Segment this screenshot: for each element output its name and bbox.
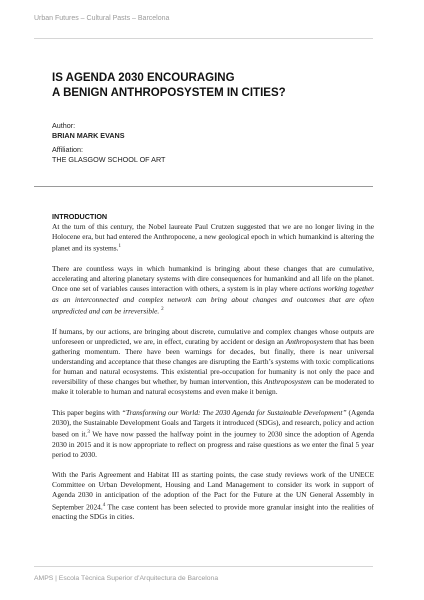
paragraph-5: With the Paris Agreement and Habitat III as starting points, the case study reviews work of the UNECE Committee on Urban Development, Housing and Land Management to consider its work in support of Agenda 2030 in anticipation of the adoption of the Pact for the Future at the UN General Assembly in September 2024.$^4$ The case content has been selected to provide more granular insight into the realities of enacting the SDGs in cities. xyxy=(52,470,374,522)
introduction-section xyxy=(52,212,374,533)
title-line-1: IS AGENDA 2030 ENCOURAGING xyxy=(52,72,235,84)
footnote-ref: 2 xyxy=(161,306,164,312)
paragraph-3: If humans, by our actions, are bringing about discrete, cumulative and complex changes whose outputs are unforeseen or unpredicted, we are, in effect, curating by accident or design an Anthroposystem that has been gathering momentum. There have been warnings for decades, but finally, there is near universal understanding and acceptance that these changes are disrupting the Earth’s systems with toxic complications for human and natural ecosystems. This existential pre-occupation for humanity is not only the pace and reversibility of these changes but whether, by human intervention, this Anthroposystem can be moderated to make it tolerable to human and natural ecosystems and even make it benign. xyxy=(52,326,375,397)
paragraph-1: At the turn of this century, the Nobel laureate Paul Crutzen suggested that we are no longer living in the Holocene era, but had entered the Anthropocene, a new geological epoch in which humankind is altering the planet and its systems.$^1$ xyxy=(52,222,374,253)
running-header: Urban Futures – Cultural Pasts – Barcelona xyxy=(34,15,170,22)
footnote-ref: 3 xyxy=(87,430,90,436)
affiliation-label: Affiliation: xyxy=(52,145,84,154)
footnote-ref: 4 xyxy=(102,502,106,508)
author-label: Author: xyxy=(52,121,76,130)
paragraph-4: This paper begins with “Transforming our World: The 2030 Agenda for Sustainable Development” (Agenda 2030), the Sustainable Development Goals and Targets it introduced (SDGs), and research, policy and action based on it.$^3$ We have now passed the halfway point in the journey to 2030 since the adoption of Agenda 2030 in 2015 and it is now appropriate to reflect on progress and raise questions as we enter the final 5 year period to 2030. xyxy=(52,407,375,459)
paper-title xyxy=(52,71,382,101)
affiliation-name: THE GLASGOW SCHOOL OF ART xyxy=(52,155,166,164)
paragraph-2: There are countless ways in which humankind is bringing about these changes that are cumulative, accelerating and altering planetary systems with dire consequences for humankind and all life on the planet. Once one set of variables causes interaction with others, a system is in play where actions working together as an interconnected and complex network can bring about changes and outcomes that are often unpredicted and can be irreversible. $^2$ xyxy=(52,264,374,316)
footnote-ref: 1 xyxy=(118,244,122,250)
section-heading: INTRODUCTION xyxy=(52,212,108,221)
footer-divider xyxy=(34,566,373,567)
page-footer: AMPS | Escola Tècnica Superior d’Arquitectura de Barcelona xyxy=(34,575,219,582)
title-line-2: A BENIGN ANTHROPOSYSTEM IN CITIES? xyxy=(52,87,286,99)
header-divider xyxy=(34,38,373,39)
title-block-divider xyxy=(34,186,373,187)
author-name: BRIAN MARK EVANS xyxy=(52,131,125,140)
